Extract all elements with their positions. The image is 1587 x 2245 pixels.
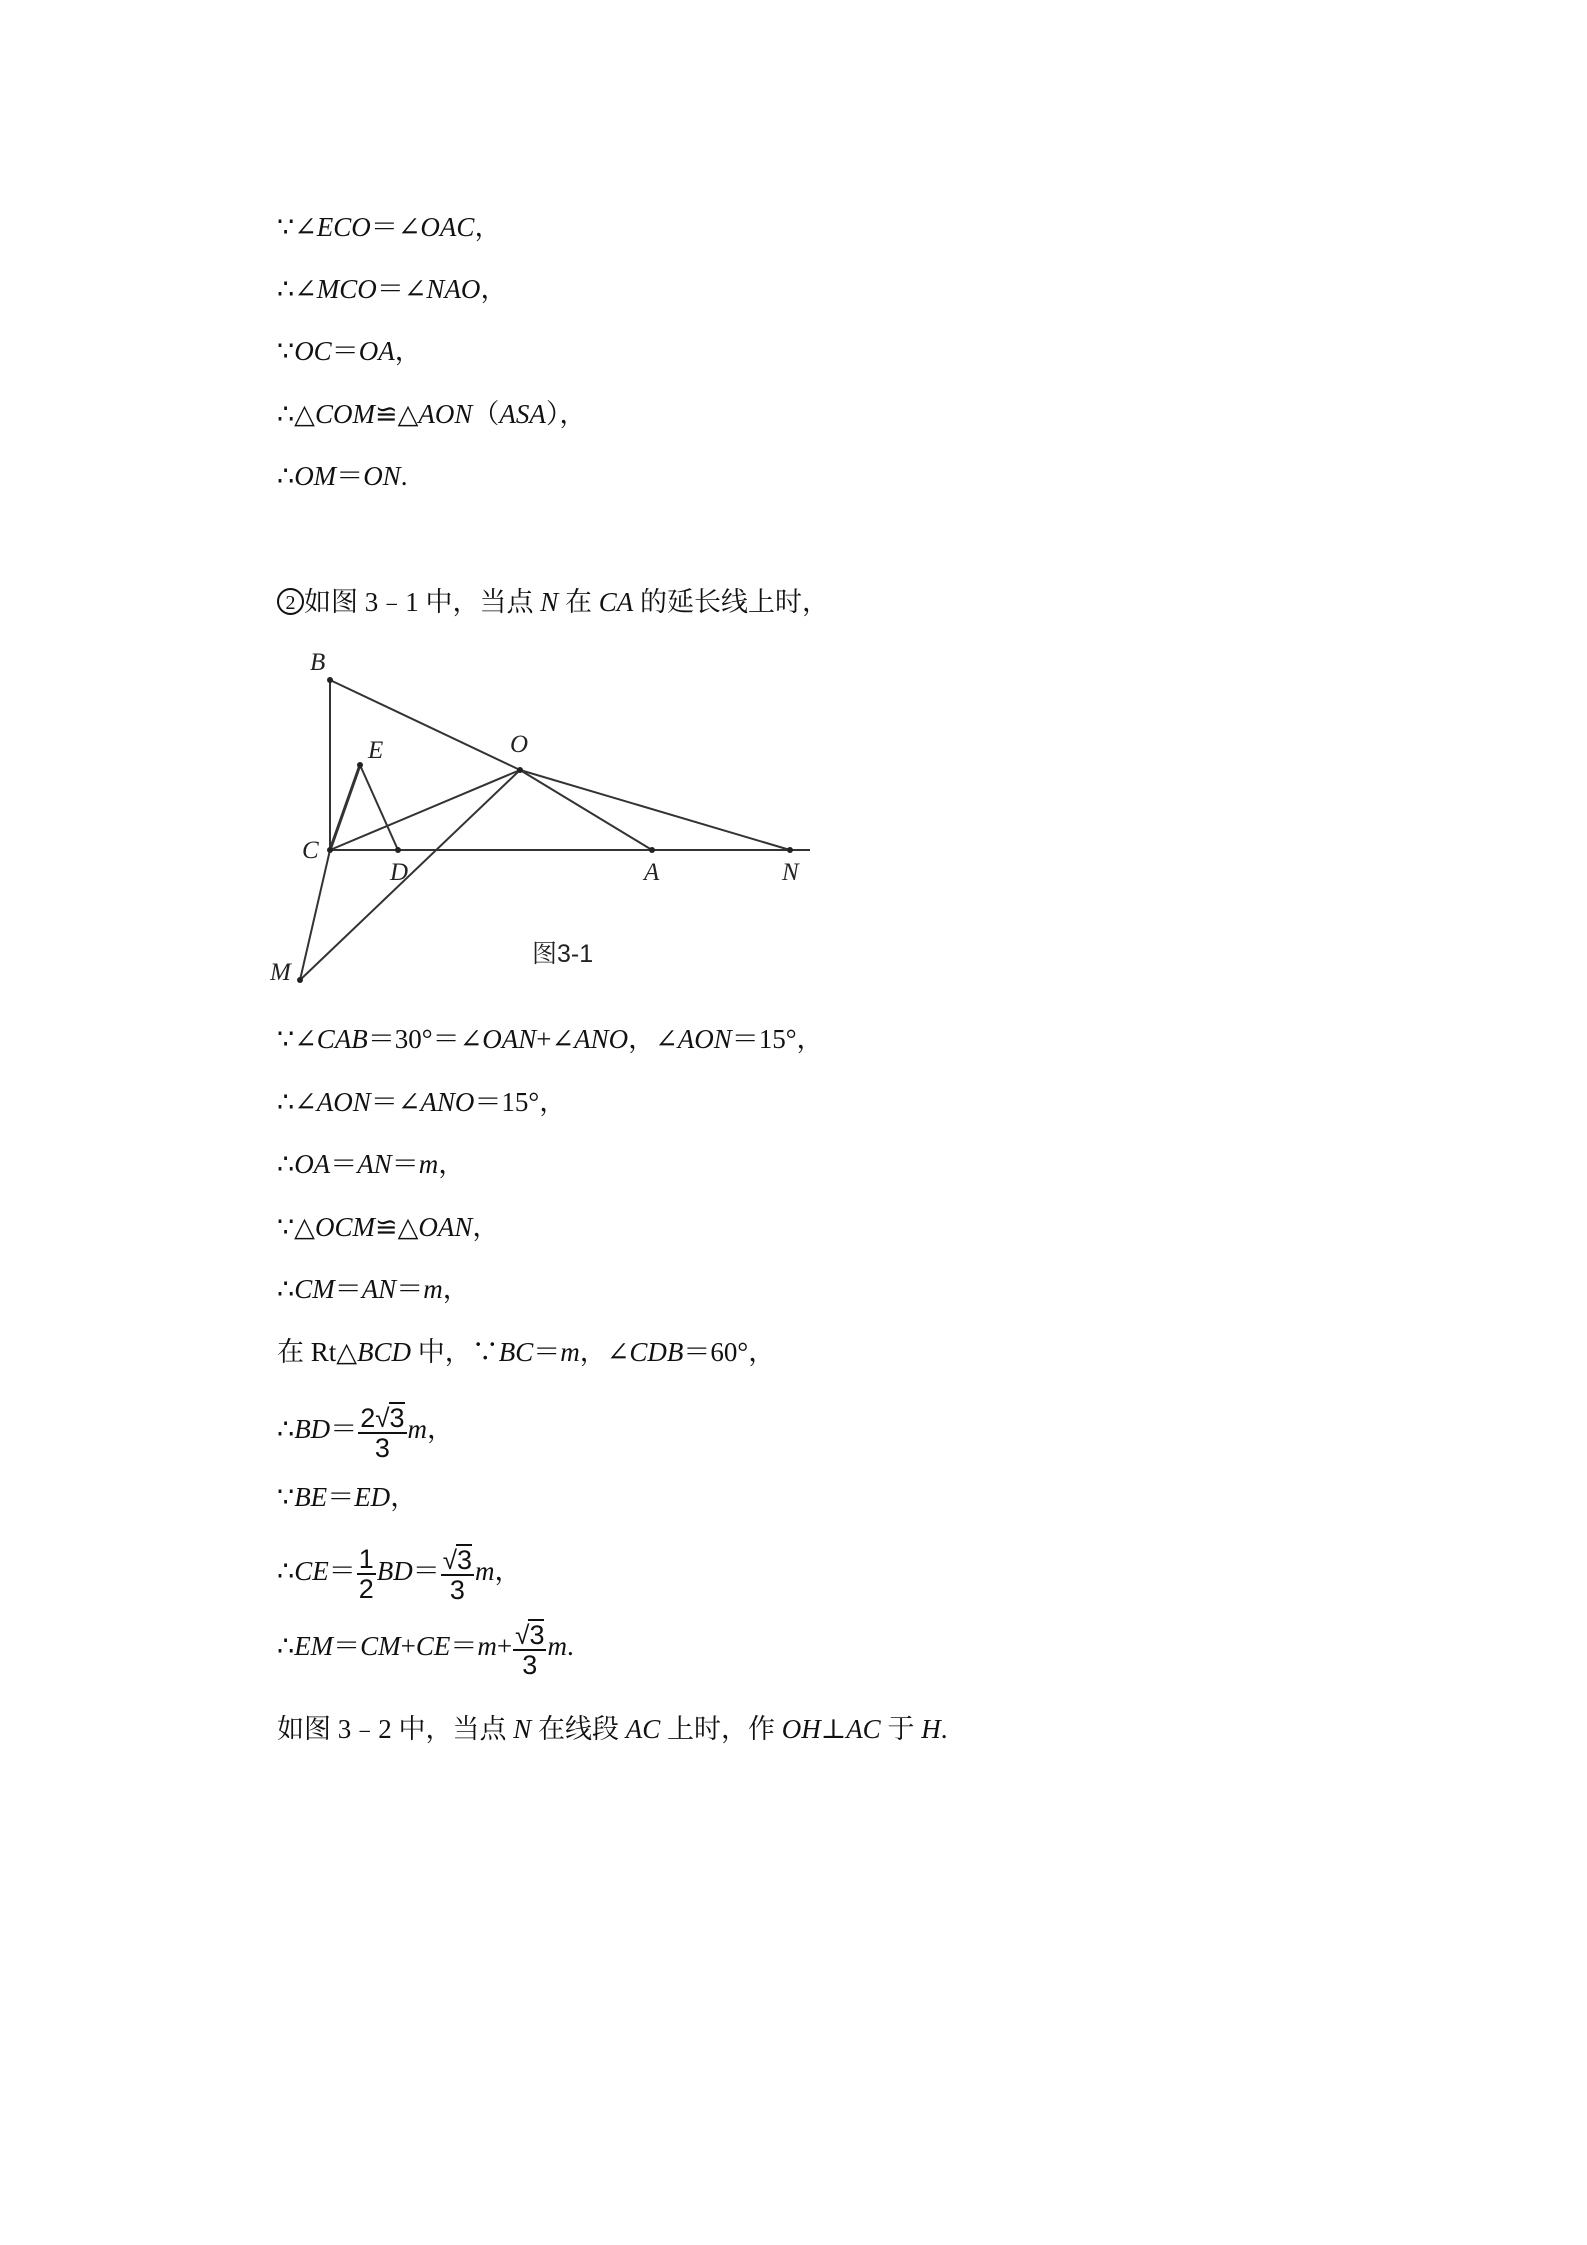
proof-line-2: ∴∠MCO＝∠NAO， xyxy=(277,274,508,304)
label-M: M xyxy=(270,959,291,986)
proof-line-16: ∴EM＝CM+CE＝m+ $\frac{√3}{3}$ m. xyxy=(277,1619,574,1680)
proof-line-13: ∴BD＝ $\frac{2√3}{3}$ m， xyxy=(277,1402,455,1463)
segment-OM xyxy=(300,770,520,980)
label-N: N xyxy=(782,859,799,886)
proof-line-9: ∴OA＝AN＝m， xyxy=(277,1149,466,1179)
fraction-one-half: $\frac{1}{2}$ xyxy=(358,1543,374,1604)
proof-line-12: 在 Rt△BCD 中，∵BC＝m，∠CDB＝60°， xyxy=(277,1337,776,1367)
label-A: A xyxy=(644,859,660,886)
circled-number: 2 xyxy=(277,588,304,615)
proof-line-10: ∵△OCM≌△OAN， xyxy=(277,1212,500,1242)
segment-CE xyxy=(330,765,360,850)
label-O: O xyxy=(510,731,529,758)
proof-line-4: ∴△COM≌△AON（ASA）， xyxy=(277,399,587,429)
proof-line-3: ∵OC＝OA， xyxy=(277,336,422,366)
segment-CM xyxy=(300,850,330,980)
proof-line-11: ∴CM＝AN＝m， xyxy=(277,1274,470,1304)
label-D: D xyxy=(390,859,409,886)
figure-caption: 图3-1 xyxy=(532,940,594,968)
fraction-sqrt3-over-3: $\frac{√3}{3}$ xyxy=(442,1544,473,1605)
proof-line-7: ∵∠CAB＝30°＝∠OAN+∠ANO，∠AON＝15°， xyxy=(277,1024,824,1054)
proof-line-1: ∵∠ECO＝∠OAC， xyxy=(277,212,502,242)
proof-line-15: ∴CE＝ $\frac{1}{2}$ BD＝ $\frac{√3}{3}$ m， xyxy=(277,1543,522,1605)
proof-line-14: ∵BE＝ED， xyxy=(277,1482,418,1512)
segment-CO xyxy=(330,770,520,850)
segment-BO xyxy=(330,680,520,770)
label-B: B xyxy=(310,649,326,676)
label-E: E xyxy=(368,737,384,764)
segment-ED xyxy=(360,765,398,850)
figure-3-1 xyxy=(270,640,830,1000)
case-2-heading: 2 如图 3﹣1 中，当点 N 在 CA 的延长线上时， xyxy=(277,585,829,619)
fraction-sqrt3-over-3-b: $\frac{√3}{3}$ xyxy=(515,1619,545,1680)
proof-line-5: ∴OM＝ON. xyxy=(277,461,408,491)
segment-OA xyxy=(520,770,652,850)
proof-line-8: ∴∠AON＝∠ANO＝15°， xyxy=(277,1087,567,1117)
fraction-2sqrt3-over-3: $\frac{2√3}{3}$ xyxy=(360,1402,405,1463)
proof-line-17: 如图 3﹣2 中，当点 N 在线段 AC 上时，作 OH⊥AC 于 H. xyxy=(277,1714,948,1744)
segment-ON xyxy=(520,770,790,850)
label-C: C xyxy=(302,837,319,864)
